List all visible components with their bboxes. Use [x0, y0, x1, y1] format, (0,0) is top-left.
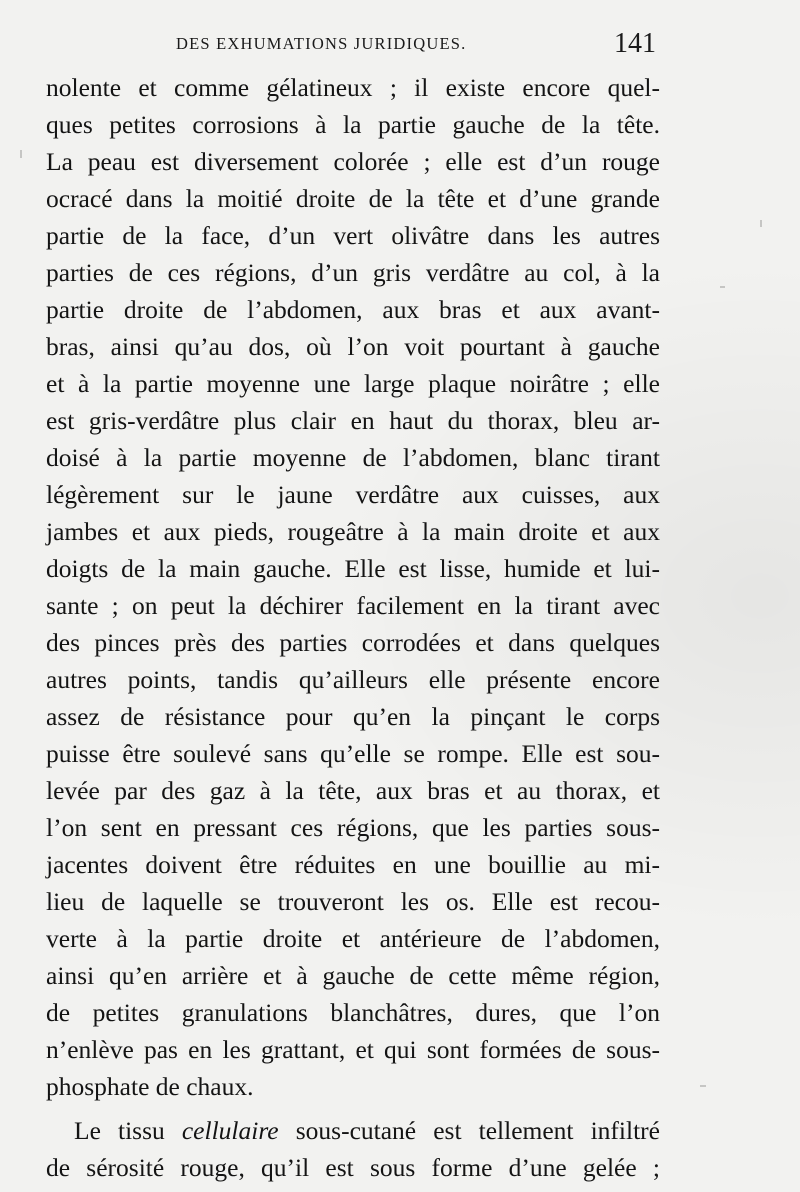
text-run: Le tissu — [74, 1116, 182, 1145]
text-line: doisé à la partie moyenne de l’abdomen, blanc tirant — [46, 443, 660, 472]
text-line: jacentes doivent être réduites en une bouillie au mi- — [46, 850, 660, 879]
text-line: doigts de la main gauche. Elle est lisse, humide et lui- — [46, 554, 660, 583]
running-head-title: DES EXHUMATIONS JURIDIQUES. — [176, 34, 467, 53]
text-line: autres points, tandis qu’ailleurs elle présente encore — [46, 665, 660, 694]
text-line: ainsi qu’en arrière et à gauche de cette même région, — [46, 961, 660, 990]
text-line: n’enlève pas en les grattant, et qui sont formées de sous- — [46, 1035, 660, 1064]
text-run: sous-cutané est tellement infiltré — [278, 1116, 660, 1145]
text-line: partie droite de l’abdomen, aux bras et aux avant- — [46, 295, 660, 324]
paper-speck — [760, 220, 762, 227]
text-line: l’on sent en pressant ces régions, que les parties sous- — [46, 813, 660, 842]
text-line: assez de résistance pour qu’en la pinçant le corps — [46, 702, 660, 731]
text-line: La peau est diversement colorée ; elle est d’un rouge — [46, 147, 660, 176]
text-line: parties de ces régions, d’un gris verdâtre au col, à la — [46, 258, 660, 287]
text-line: ocracé dans la moitié droite de la tête et d’une grande — [46, 184, 660, 213]
text-line: sante ; on peut la déchirer facilement en la tirant avec — [46, 591, 660, 620]
text-line: nolente et comme gélatineux ; il existe encore quel- — [46, 73, 660, 102]
paragraph-start-line — [74, 1113, 660, 1153]
text-line: lieu de laquelle se trouveront les os. Elle est recou- — [46, 887, 660, 916]
paper-speck — [20, 150, 22, 158]
text-line: ques petites corrosions à la partie gauche de la tête. — [46, 110, 660, 139]
text-line: légèrement sur le jaune verdâtre aux cuisses, aux — [46, 480, 660, 509]
text-line: et à la partie moyenne une large plaque noirâtre ; elle — [46, 369, 660, 398]
text-line: verte à la partie droite et antérieure de l’abdomen, — [46, 924, 660, 953]
text-line: de sérosité rouge, qu’il est sous forme d’une gelée ; — [46, 1153, 660, 1182]
paper-speck — [720, 286, 725, 288]
text-line: de petites granulations blanchâtres, dures, que l’on — [46, 998, 660, 1027]
text-line: des pinces près des parties corrodées et dans quelques — [46, 628, 660, 657]
paper-speck — [700, 1085, 706, 1087]
page-number: 141 — [614, 28, 656, 59]
text-line: levée par des gaz à la tête, aux bras et au thorax, et — [46, 776, 660, 805]
text-line: est gris-verdâtre plus clair en haut du thorax, bleu ar- — [46, 406, 660, 435]
text-line: puisse être soulevé sans qu’elle se rompe. Elle est sou- — [46, 739, 660, 768]
text-line: jambes et aux pieds, rougeâtre à la main droite et aux — [46, 517, 660, 546]
text-line: partie de la face, d’un vert olivâtre dans les autres — [46, 221, 660, 250]
text-line: bras, ainsi qu’au dos, où l’on voit pourtant à gauche — [46, 332, 660, 361]
italic-term: cellulaire — [181, 1116, 279, 1145]
text-line: phosphate de chaux. — [46, 1072, 254, 1101]
